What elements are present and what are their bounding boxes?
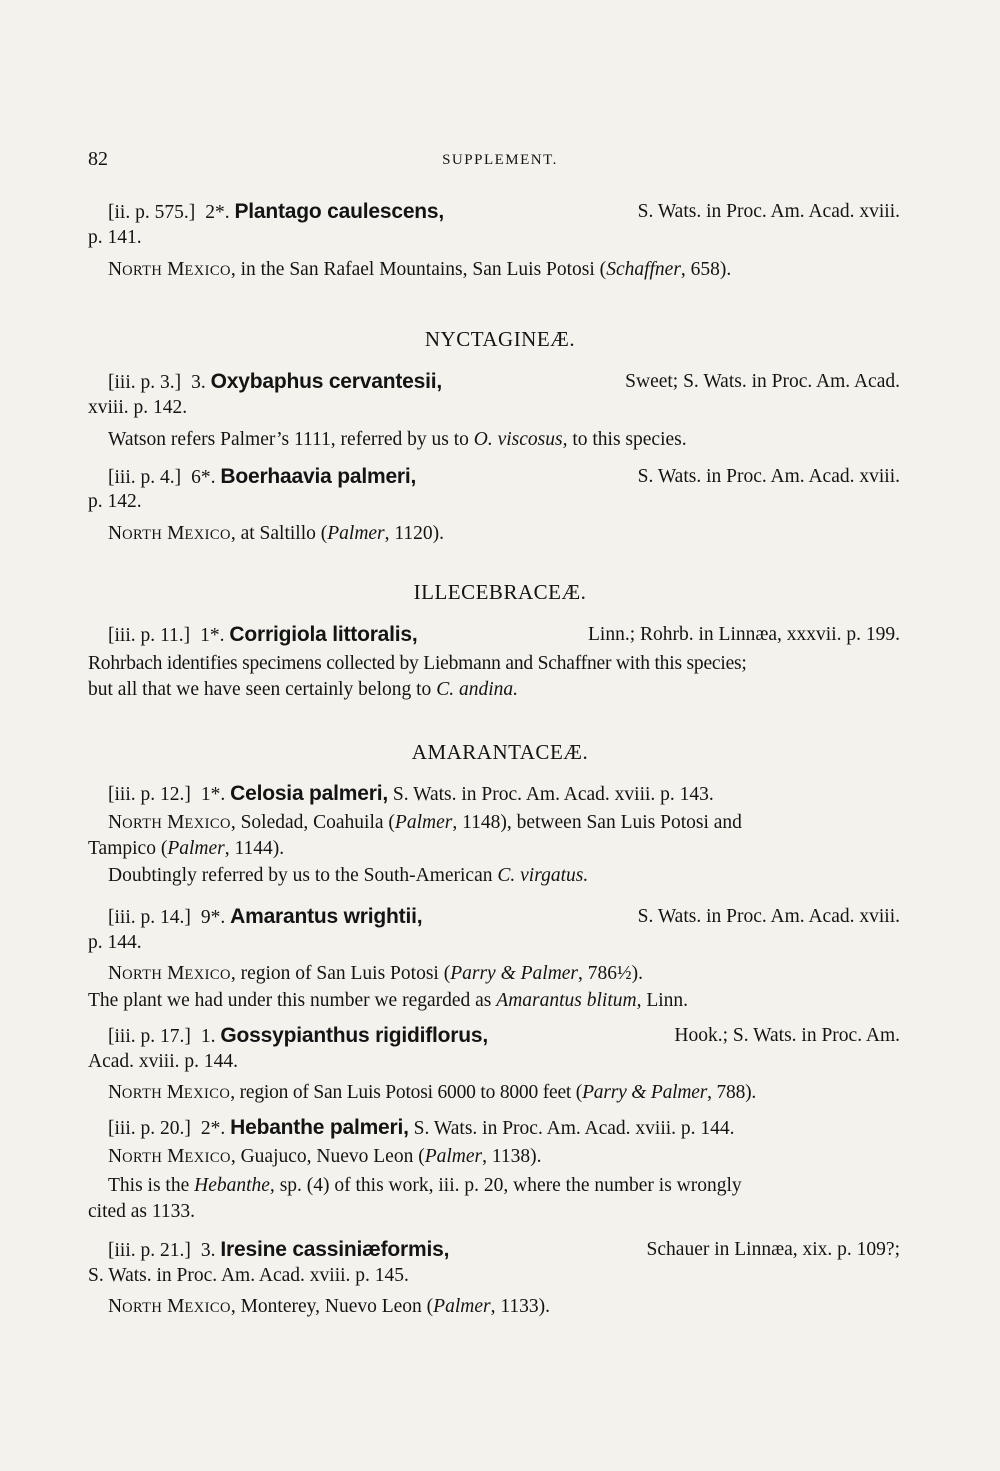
family-heading: NYCTAGINEÆ.	[424, 327, 576, 351]
entry-boerhaavia-heading	[108, 465, 900, 490]
family-heading: AMARANTACEÆ.	[411, 740, 589, 764]
entry-amarantus-heading	[108, 905, 900, 930]
species-number: 6*.	[191, 467, 216, 488]
note-line: Watson refers Palmer’s 1111, referred by us to O. viscosus, to this species.	[108, 429, 687, 450]
authority: Schauer in Linnæa, xix. p. 109?;	[646, 1239, 900, 1260]
species-name: Iresine cassiniæformis,	[220, 1238, 450, 1261]
entry-oxybaphus-heading	[108, 370, 900, 395]
locality-line: NORTH MEXICO, region of San Luis Potosi 6000 to 8000 feet (Parry & Palmer, 788).	[108, 1082, 757, 1103]
species-number: 3.	[191, 372, 206, 393]
locality-line: NORTH MEXICO, in the San Rafael Mountains, San Luis Potosi (Schaffner, 658).	[108, 259, 732, 280]
note-line: This is the Hebanthe, sp. (4) of this work, iii. p. 20, where the number is wrongly	[108, 1175, 742, 1196]
authority-continued: p. 142.	[88, 491, 142, 512]
volume-reference: [ii. p. 575.]	[108, 202, 196, 223]
locality-continued: Tampico (Palmer, 1144).	[88, 838, 285, 859]
species-number: 2*.	[205, 202, 230, 223]
family-heading: ILLECEBRACEÆ.	[413, 580, 587, 604]
species-name: Celosia palmeri,	[230, 782, 388, 805]
volume-reference: [iii. p. 4.]	[108, 467, 182, 488]
note-line: Doubtingly referred by us to the South-American C. virgatus.	[108, 865, 589, 886]
species-number: 9*.	[200, 907, 226, 928]
authority: S. Wats. in Proc. Am. Acad. xviii. p. 143.	[392, 784, 714, 805]
page-number: 82	[88, 148, 108, 170]
species-name: Oxybaphus cervantesii,	[210, 370, 442, 393]
locality-line: NORTH MEXICO, Monterey, Nuevo Leon (Palmer, 1133).	[108, 1296, 550, 1317]
locality-line: NORTH MEXICO, Soledad, Coahuila (Palmer, 1148), between San Luis Potosi and	[108, 812, 742, 833]
volume-reference: [iii. p. 12.]	[108, 784, 191, 805]
volume-reference: [iii. p. 21.]	[108, 1240, 191, 1261]
authority-continued: xviii. p. 142.	[88, 397, 188, 418]
species-name: Boerhaavia palmeri,	[220, 465, 417, 488]
volume-reference: [iii. p. 3.]	[108, 372, 182, 393]
authority: S. Wats. in Proc. Am. Acad. xviii.	[637, 466, 900, 487]
species-name: Gossypianthus rigidiflorus,	[220, 1024, 489, 1047]
volume-reference: [iii. p. 20.]	[108, 1118, 191, 1139]
authority: Hook.; S. Wats. in Proc. Am.	[674, 1025, 900, 1046]
species-number: 1.	[200, 1026, 216, 1047]
species-number: 2*.	[200, 1118, 226, 1139]
authority: Sweet; S. Wats. in Proc. Am. Acad.	[625, 371, 900, 392]
volume-reference: [iii. p. 11.]	[108, 625, 191, 646]
species-name: Plantago caulescens,	[234, 200, 445, 223]
authority-continued: S. Wats. in Proc. Am. Acad. xviii. p. 145.	[88, 1265, 409, 1286]
species-number: 3.	[200, 1240, 216, 1261]
authority: S. Wats. in Proc. Am. Acad. xviii.	[637, 201, 900, 222]
volume-reference: [iii. p. 14.]	[108, 907, 191, 928]
authority: S. Wats. in Proc. Am. Acad. xviii.	[637, 906, 900, 927]
entry-hebanthe-heading	[108, 1116, 900, 1141]
species-number: 1*.	[200, 784, 226, 805]
entry-plantago-heading	[108, 200, 900, 225]
note-line: Rohrbach identifies specimens collected by Liebmann and Schaffner with this species;	[88, 653, 747, 674]
locality-line: NORTH MEXICO, Guajuco, Nuevo Leon (Palmer, 1138).	[108, 1146, 542, 1167]
note-line: The plant we had under this number we regarded as Amarantus blitum, Linn.	[88, 990, 689, 1011]
running-title: SUPPLEMENT.	[442, 152, 558, 168]
authority: Linn.; Rohrb. in Linnæa, xxxvii. p. 199.	[588, 624, 900, 645]
species-name: Hebanthe palmeri,	[230, 1116, 409, 1139]
species-name: Amarantus wrightii,	[230, 905, 423, 928]
entry-iresine-heading	[108, 1238, 900, 1263]
locality-line: NORTH MEXICO, region of San Luis Potosi (Parry & Palmer, 786½).	[108, 963, 644, 984]
note-line: cited as 1133.	[88, 1201, 196, 1222]
entry-celosia-heading	[108, 782, 900, 807]
species-number: 1*.	[200, 625, 225, 646]
species-name: Corrigiola littoralis,	[229, 623, 418, 646]
locality-line: NORTH MEXICO, at Saltillo (Palmer, 1120).	[108, 523, 445, 544]
note-line: but all that we have seen certainly belong to C. andina.	[88, 679, 518, 700]
entry-gossypianthus-heading	[108, 1024, 900, 1049]
authority-continued: Acad. xviii. p. 144.	[88, 1051, 239, 1072]
volume-reference: [iii. p. 17.]	[108, 1026, 191, 1047]
authority-continued: p. 141.	[88, 227, 142, 248]
entry-corrigiola-heading	[108, 623, 900, 648]
authority-continued: p. 144.	[88, 932, 142, 953]
authority: S. Wats. in Proc. Am. Acad. xviii. p. 144.	[413, 1118, 735, 1139]
